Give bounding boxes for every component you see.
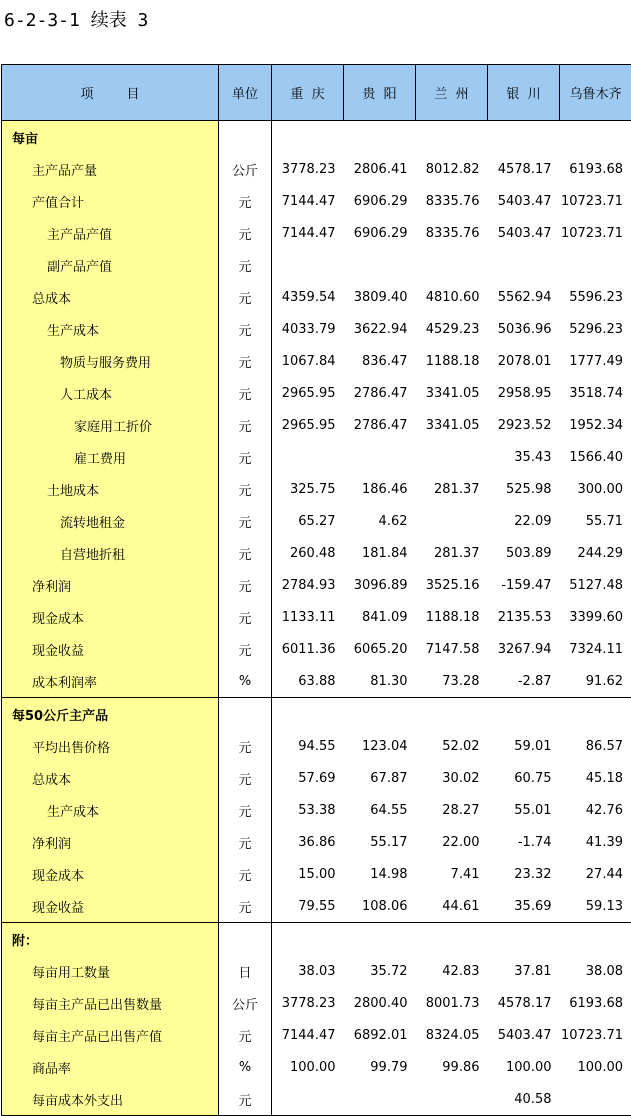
value-cell-urumqi: 6193.68 xyxy=(560,153,631,185)
value-cell xyxy=(416,698,488,731)
unit-cell: 元 xyxy=(219,858,272,890)
value-cell-guiyang: 55.17 xyxy=(344,826,416,858)
table-row xyxy=(2,665,631,698)
value-cell-urumqi: 7324.11 xyxy=(560,633,631,665)
value-cell-lanzhou: 1188.18 xyxy=(416,345,488,377)
row-item-label: 每亩成本外支出 xyxy=(2,1083,219,1116)
unit-cell: 元 xyxy=(219,281,272,313)
table-row xyxy=(2,730,631,762)
table-row xyxy=(2,1051,631,1083)
value-cell-yinchuan: 4578.17 xyxy=(488,987,560,1019)
unit-cell: 元 xyxy=(219,826,272,858)
table-row xyxy=(2,505,631,537)
value-cell-lanzhou: 4810.60 xyxy=(416,281,488,313)
value-cell-urumqi: 10723.71 xyxy=(560,1019,631,1051)
value-cell-chongqing: 325.75 xyxy=(272,473,344,505)
value-cell-yinchuan: 5403.47 xyxy=(488,1019,560,1051)
table-row xyxy=(2,217,631,249)
table-row xyxy=(2,249,631,281)
value-cell-guiyang: 3809.40 xyxy=(344,281,416,313)
value-cell-chongqing: 3778.23 xyxy=(272,987,344,1019)
value-cell-urumqi: 41.39 xyxy=(560,826,631,858)
value-cell-urumqi: 42.76 xyxy=(560,794,631,826)
table-row xyxy=(2,987,631,1019)
value-cell-urumqi: 244.29 xyxy=(560,537,631,569)
row-item-label: 总成本 xyxy=(2,762,219,794)
value-cell xyxy=(560,923,631,956)
value-cell-yinchuan: 4578.17 xyxy=(488,153,560,185)
value-cell-urumqi: 1952.34 xyxy=(560,409,631,441)
table-row xyxy=(2,890,631,923)
value-cell-guiyang: 64.55 xyxy=(344,794,416,826)
value-cell-chongqing xyxy=(272,441,344,473)
table-row xyxy=(2,1019,631,1051)
row-item-label: 每亩用工数量 xyxy=(2,955,219,987)
value-cell-urumqi: 10723.71 xyxy=(560,217,631,249)
table-row xyxy=(2,441,631,473)
value-cell-chongqing xyxy=(272,249,344,281)
header-city-lanzhou: 兰 州 xyxy=(416,65,488,121)
value-cell-chongqing: 79.55 xyxy=(272,890,344,923)
value-cell-lanzhou xyxy=(416,441,488,473)
value-cell-urumqi xyxy=(560,249,631,281)
value-cell-yinchuan: 22.09 xyxy=(488,505,560,537)
value-cell-lanzhou: 1188.18 xyxy=(416,601,488,633)
table-row xyxy=(2,762,631,794)
value-cell-guiyang: 2786.47 xyxy=(344,409,416,441)
value-cell-chongqing: 15.00 xyxy=(272,858,344,890)
value-cell-yinchuan: 5562.94 xyxy=(488,281,560,313)
table-row xyxy=(2,633,631,665)
value-cell-yinchuan: -1.74 xyxy=(488,826,560,858)
section-heading: 附： xyxy=(2,923,219,956)
unit-cell: 元 xyxy=(219,537,272,569)
value-cell-lanzhou: 4529.23 xyxy=(416,313,488,345)
value-cell-yinchuan: 2078.01 xyxy=(488,345,560,377)
value-cell-lanzhou: 99.86 xyxy=(416,1051,488,1083)
row-item-label: 现金成本 xyxy=(2,601,219,633)
value-cell xyxy=(344,698,416,731)
value-cell-chongqing xyxy=(272,1083,344,1116)
value-cell-chongqing: 7144.47 xyxy=(272,217,344,249)
value-cell-guiyang: 3622.94 xyxy=(344,313,416,345)
value-cell-urumqi: 300.00 xyxy=(560,473,631,505)
value-cell-lanzhou: 8335.76 xyxy=(416,185,488,217)
row-item-label: 主产品产值 xyxy=(2,217,219,249)
value-cell-lanzhou: 3341.05 xyxy=(416,409,488,441)
value-cell-yinchuan: 5036.96 xyxy=(488,313,560,345)
unit-cell: 日 xyxy=(219,955,272,987)
header-row xyxy=(2,65,631,121)
value-cell-yinchuan: 3267.94 xyxy=(488,633,560,665)
value-cell xyxy=(488,923,560,956)
value-cell-chongqing: 2965.95 xyxy=(272,409,344,441)
unit-cell: 元 xyxy=(219,1019,272,1051)
value-cell-chongqing: 53.38 xyxy=(272,794,344,826)
value-cell-guiyang: 81.30 xyxy=(344,665,416,698)
row-item-label: 净利润 xyxy=(2,826,219,858)
value-cell-guiyang: 99.79 xyxy=(344,1051,416,1083)
value-cell-chongqing: 1133.11 xyxy=(272,601,344,633)
row-item-label: 现金收益 xyxy=(2,633,219,665)
value-cell xyxy=(344,923,416,956)
value-cell-lanzhou: 8001.73 xyxy=(416,987,488,1019)
value-cell-urumqi: 1566.40 xyxy=(560,441,631,473)
table-row xyxy=(2,569,631,601)
row-item-label: 土地成本 xyxy=(2,473,219,505)
value-cell-guiyang: 67.87 xyxy=(344,762,416,794)
row-item-label: 流转地租金 xyxy=(2,505,219,537)
value-cell-lanzhou: 8012.82 xyxy=(416,153,488,185)
row-item-label: 产值合计 xyxy=(2,185,219,217)
value-cell-chongqing: 7144.47 xyxy=(272,185,344,217)
value-cell-lanzhou xyxy=(416,1083,488,1116)
value-cell-yinchuan: 35.69 xyxy=(488,890,560,923)
value-cell xyxy=(488,698,560,731)
value-cell-yinchuan: -2.87 xyxy=(488,665,560,698)
value-cell-urumqi: 27.44 xyxy=(560,858,631,890)
value-cell-yinchuan: 35.43 xyxy=(488,441,560,473)
section-heading: 每50公斤主产品 xyxy=(2,698,219,731)
value-cell-yinchuan: 525.98 xyxy=(488,473,560,505)
unit-cell: 元 xyxy=(219,569,272,601)
value-cell-lanzhou: 8335.76 xyxy=(416,217,488,249)
row-item-label: 家庭用工折价 xyxy=(2,409,219,441)
value-cell-urumqi: 45.18 xyxy=(560,762,631,794)
row-item-label: 现金成本 xyxy=(2,858,219,890)
section-heading-row xyxy=(2,121,631,154)
unit-cell: % xyxy=(219,665,272,698)
value-cell xyxy=(272,923,344,956)
section-heading: 每亩 xyxy=(2,121,219,154)
table-row xyxy=(2,858,631,890)
unit-cell: 元 xyxy=(219,794,272,826)
table-row xyxy=(2,377,631,409)
value-cell-guiyang xyxy=(344,249,416,281)
value-cell-chongqing: 6011.36 xyxy=(272,633,344,665)
value-cell-urumqi: 38.08 xyxy=(560,955,631,987)
page-title: 6-2-3-1 续表 3 xyxy=(4,6,148,32)
unit-cell xyxy=(219,698,272,731)
row-item-label: 人工成本 xyxy=(2,377,219,409)
value-cell-chongqing: 4359.54 xyxy=(272,281,344,313)
row-item-label: 平均出售价格 xyxy=(2,730,219,762)
unit-cell: 元 xyxy=(219,409,272,441)
unit-cell xyxy=(219,121,272,154)
value-cell xyxy=(416,923,488,956)
value-cell-yinchuan: 100.00 xyxy=(488,1051,560,1083)
data-table xyxy=(1,64,631,1116)
unit-cell: 公斤 xyxy=(219,987,272,1019)
unit-cell: 元 xyxy=(219,441,272,473)
table-row xyxy=(2,826,631,858)
value-cell-lanzhou: 30.02 xyxy=(416,762,488,794)
value-cell-urumqi: 100.00 xyxy=(560,1051,631,1083)
table-row xyxy=(2,153,631,185)
value-cell-chongqing: 38.03 xyxy=(272,955,344,987)
value-cell-guiyang: 186.46 xyxy=(344,473,416,505)
row-item-label: 雇工费用 xyxy=(2,441,219,473)
value-cell xyxy=(560,121,631,154)
value-cell-guiyang: 6892.01 xyxy=(344,1019,416,1051)
value-cell-urumqi: 6193.68 xyxy=(560,987,631,1019)
table-row xyxy=(2,409,631,441)
value-cell-urumqi: 3399.60 xyxy=(560,601,631,633)
value-cell-guiyang: 14.98 xyxy=(344,858,416,890)
value-cell-guiyang: 6906.29 xyxy=(344,217,416,249)
value-cell-guiyang: 6065.20 xyxy=(344,633,416,665)
header-item: 项 目 xyxy=(2,65,219,121)
value-cell-lanzhou: 281.37 xyxy=(416,473,488,505)
table-body xyxy=(2,121,631,1116)
row-item-label: 每亩主产品已出售数量 xyxy=(2,987,219,1019)
unit-cell: 元 xyxy=(219,633,272,665)
header-city-urumqi: 乌鲁木齐 xyxy=(560,65,631,121)
unit-cell: 元 xyxy=(219,185,272,217)
value-cell-yinchuan: 60.75 xyxy=(488,762,560,794)
value-cell-lanzhou: 3341.05 xyxy=(416,377,488,409)
table-row xyxy=(2,313,631,345)
header-unit: 单位 xyxy=(219,65,272,121)
unit-cell xyxy=(219,923,272,956)
value-cell-guiyang: 123.04 xyxy=(344,730,416,762)
value-cell-guiyang: 3096.89 xyxy=(344,569,416,601)
value-cell-urumqi: 5296.23 xyxy=(560,313,631,345)
value-cell-guiyang: 836.47 xyxy=(344,345,416,377)
value-cell-urumqi: 55.71 xyxy=(560,505,631,537)
value-cell-guiyang: 4.62 xyxy=(344,505,416,537)
value-cell-yinchuan: 37.81 xyxy=(488,955,560,987)
value-cell-yinchuan: -159.47 xyxy=(488,569,560,601)
value-cell-yinchuan: 5403.47 xyxy=(488,217,560,249)
value-cell-lanzhou xyxy=(416,249,488,281)
value-cell-chongqing: 2784.93 xyxy=(272,569,344,601)
value-cell-urumqi: 5596.23 xyxy=(560,281,631,313)
section-heading-row xyxy=(2,923,631,956)
value-cell-chongqing: 260.48 xyxy=(272,537,344,569)
section-heading-row xyxy=(2,698,631,731)
unit-cell: 公斤 xyxy=(219,153,272,185)
table-row xyxy=(2,955,631,987)
value-cell-yinchuan: 2923.52 xyxy=(488,409,560,441)
table-row xyxy=(2,601,631,633)
row-item-label: 总成本 xyxy=(2,281,219,313)
value-cell-chongqing: 7144.47 xyxy=(272,1019,344,1051)
unit-cell: 元 xyxy=(219,762,272,794)
row-item-label: 生产成本 xyxy=(2,794,219,826)
value-cell-guiyang xyxy=(344,441,416,473)
value-cell-chongqing: 1067.84 xyxy=(272,345,344,377)
table-row xyxy=(2,794,631,826)
value-cell-chongqing: 65.27 xyxy=(272,505,344,537)
unit-cell: 元 xyxy=(219,377,272,409)
value-cell-yinchuan: 503.89 xyxy=(488,537,560,569)
value-cell-chongqing: 94.55 xyxy=(272,730,344,762)
unit-cell: 元 xyxy=(219,345,272,377)
value-cell-urumqi: 1777.49 xyxy=(560,345,631,377)
value-cell-lanzhou: 28.27 xyxy=(416,794,488,826)
value-cell xyxy=(416,121,488,154)
value-cell-yinchuan: 59.01 xyxy=(488,730,560,762)
value-cell-guiyang: 108.06 xyxy=(344,890,416,923)
value-cell-urumqi xyxy=(560,1083,631,1116)
row-item-label: 净利润 xyxy=(2,569,219,601)
value-cell-urumqi: 91.62 xyxy=(560,665,631,698)
value-cell-guiyang: 841.09 xyxy=(344,601,416,633)
table-row xyxy=(2,537,631,569)
value-cell xyxy=(488,121,560,154)
value-cell-yinchuan: 55.01 xyxy=(488,794,560,826)
value-cell-lanzhou: 8324.05 xyxy=(416,1019,488,1051)
value-cell xyxy=(344,121,416,154)
value-cell-lanzhou: 7147.58 xyxy=(416,633,488,665)
value-cell xyxy=(560,698,631,731)
row-item-label: 每亩主产品已出售产值 xyxy=(2,1019,219,1051)
value-cell-lanzhou: 52.02 xyxy=(416,730,488,762)
value-cell-urumqi: 10723.71 xyxy=(560,185,631,217)
header-city-chongqing: 重 庆 xyxy=(272,65,344,121)
unit-cell: 元 xyxy=(219,890,272,923)
unit-cell: 元 xyxy=(219,730,272,762)
value-cell xyxy=(272,121,344,154)
value-cell-urumqi: 59.13 xyxy=(560,890,631,923)
value-cell-guiyang: 2806.41 xyxy=(344,153,416,185)
value-cell-lanzhou: 3525.16 xyxy=(416,569,488,601)
value-cell-guiyang: 6906.29 xyxy=(344,185,416,217)
value-cell-chongqing: 100.00 xyxy=(272,1051,344,1083)
value-cell-chongqing: 4033.79 xyxy=(272,313,344,345)
unit-cell: 元 xyxy=(219,1083,272,1116)
unit-cell: 元 xyxy=(219,505,272,537)
value-cell-guiyang: 2800.40 xyxy=(344,987,416,1019)
header-city-yinchuan: 银 川 xyxy=(488,65,560,121)
unit-cell: 元 xyxy=(219,601,272,633)
row-item-label: 主产品产量 xyxy=(2,153,219,185)
value-cell xyxy=(272,698,344,731)
value-cell-guiyang: 35.72 xyxy=(344,955,416,987)
value-cell-urumqi: 86.57 xyxy=(560,730,631,762)
value-cell-guiyang: 2786.47 xyxy=(344,377,416,409)
table-row xyxy=(2,1083,631,1116)
value-cell-chongqing: 63.88 xyxy=(272,665,344,698)
value-cell-yinchuan: 40.58 xyxy=(488,1083,560,1116)
row-item-label: 物质与服务费用 xyxy=(2,345,219,377)
table-row xyxy=(2,185,631,217)
unit-cell: % xyxy=(219,1051,272,1083)
value-cell-lanzhou: 73.28 xyxy=(416,665,488,698)
row-item-label: 副产品产值 xyxy=(2,249,219,281)
value-cell-chongqing: 36.86 xyxy=(272,826,344,858)
value-cell-yinchuan: 2135.53 xyxy=(488,601,560,633)
value-cell-guiyang xyxy=(344,1083,416,1116)
value-cell-chongqing: 3778.23 xyxy=(272,153,344,185)
row-item-label: 成本利润率 xyxy=(2,665,219,698)
value-cell-lanzhou: 44.61 xyxy=(416,890,488,923)
row-item-label: 自营地折租 xyxy=(2,537,219,569)
unit-cell: 元 xyxy=(219,249,272,281)
table-row xyxy=(2,281,631,313)
value-cell-yinchuan: 2958.95 xyxy=(488,377,560,409)
unit-cell: 元 xyxy=(219,473,272,505)
value-cell-chongqing: 2965.95 xyxy=(272,377,344,409)
row-item-label: 现金收益 xyxy=(2,890,219,923)
header-city-guiyang: 贵 阳 xyxy=(344,65,416,121)
value-cell-lanzhou: 7.41 xyxy=(416,858,488,890)
value-cell-yinchuan xyxy=(488,249,560,281)
value-cell-lanzhou: 22.00 xyxy=(416,826,488,858)
unit-cell: 元 xyxy=(219,313,272,345)
value-cell-yinchuan: 23.32 xyxy=(488,858,560,890)
value-cell-chongqing: 57.69 xyxy=(272,762,344,794)
value-cell-lanzhou: 42.83 xyxy=(416,955,488,987)
table-row xyxy=(2,345,631,377)
value-cell-yinchuan: 5403.47 xyxy=(488,185,560,217)
value-cell-lanzhou: 281.37 xyxy=(416,537,488,569)
value-cell-lanzhou xyxy=(416,505,488,537)
value-cell-urumqi: 3518.74 xyxy=(560,377,631,409)
unit-cell: 元 xyxy=(219,217,272,249)
table-row xyxy=(2,473,631,505)
value-cell-guiyang: 181.84 xyxy=(344,537,416,569)
value-cell-urumqi: 5127.48 xyxy=(560,569,631,601)
row-item-label: 商品率 xyxy=(2,1051,219,1083)
row-item-label: 生产成本 xyxy=(2,313,219,345)
